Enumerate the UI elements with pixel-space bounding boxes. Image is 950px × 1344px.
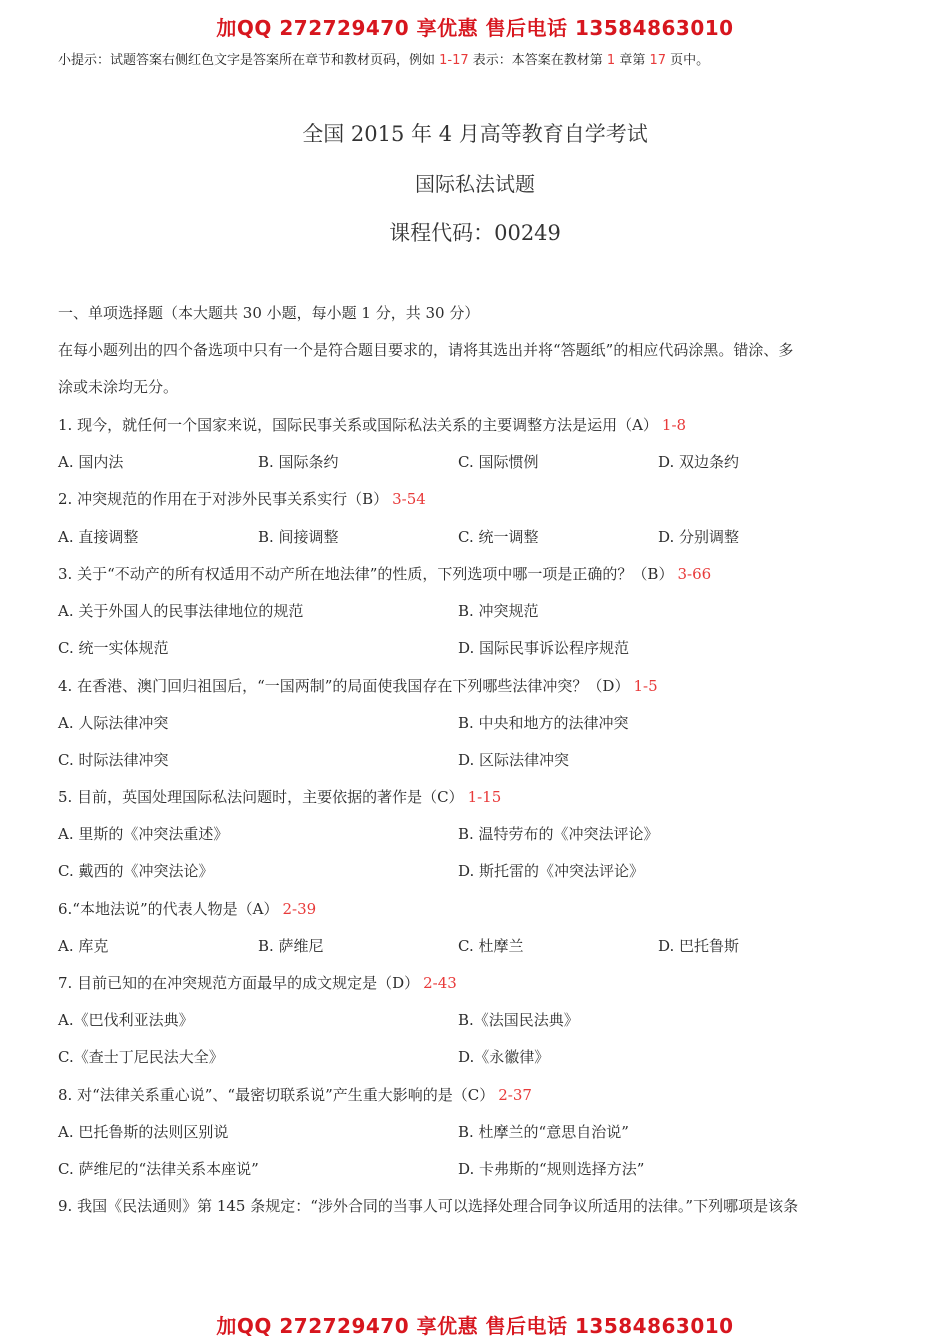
- hint-example: 1-17: [439, 53, 469, 68]
- instructions-line2: 涂或未涂均无分。: [58, 378, 179, 396]
- answer-ref: 2-43: [423, 974, 457, 992]
- option-d: D. 巴托鲁斯: [658, 937, 740, 955]
- question-3: [58, 563, 711, 584]
- option-b: B.《法国民法典》: [458, 1011, 579, 1029]
- ad-banner-top: 加QQ 272729470 享优惠 售后电话 13584863010: [216, 16, 734, 40]
- option-c: C. 杜摩兰: [458, 937, 524, 955]
- option-a: A. 里斯的《冲突法重述》: [58, 825, 229, 843]
- question-4: [58, 675, 658, 696]
- hint-page: 17: [649, 53, 667, 68]
- option-c: C. 戴西的《冲突法论》: [58, 862, 214, 880]
- answer-ref: 2-39: [282, 900, 317, 918]
- question-stem: 4. 在香港、澳门回归祖国后，“一国两制”的局面使我国存在下列哪些法律冲突？（D）: [58, 677, 630, 695]
- hint-mid2: 章第: [615, 53, 650, 68]
- option-b: B. 间接调整: [258, 528, 339, 546]
- option-a: A. 库克: [58, 937, 109, 955]
- option-c: C. 统一实体规范: [58, 639, 169, 657]
- option-d: D. 卡弗斯的“规则选择方法”: [458, 1160, 645, 1178]
- instructions-line1: 在每小题列出的四个备选项中只有一个是符合题目要求的，请将其选出并将“答题纸”的相应代码涂黑。错涂、多: [58, 341, 794, 359]
- option-b: B. 萨维尼: [258, 937, 324, 955]
- option-d: D. 斯托雷的《冲突法评论》: [458, 862, 645, 880]
- section-heading: 一、单项选择题（本大题共 30 小题，每小题 1 分，共 30 分）: [58, 304, 480, 322]
- option-d: D. 分别调整: [658, 528, 740, 546]
- question-stem: 3. 关于“不动产的所有权适用不动产所在地法律”的性质，下列选项中哪一项是正确的？（B）: [58, 565, 674, 583]
- question-2: [58, 488, 426, 509]
- answer-ref: 1-8: [661, 416, 687, 434]
- answer-ref: 3-66: [677, 565, 712, 583]
- answer-ref: 1-15: [467, 788, 502, 806]
- question-6: [58, 898, 316, 919]
- hint-middle: 表示：本答案在教材第: [468, 53, 607, 68]
- hint-line: [58, 49, 709, 68]
- exam-title: 全国 2015 年 4 月高等教育自学考试: [302, 122, 648, 146]
- subject-title: 国际私法试题: [415, 172, 535, 196]
- answer-ref: 2-37: [498, 1086, 532, 1104]
- ad-banner-bottom: 加QQ 272729470 享优惠 售后电话 13584863010: [216, 1314, 734, 1338]
- option-a: A. 国内法: [58, 453, 124, 471]
- question-stem: 6.“本地法说”的代表人物是（A）: [58, 900, 279, 918]
- question-stem: 5. 目前，英国处理国际私法问题时，主要依据的著作是（C）: [58, 788, 464, 806]
- question-stem: 8. 对“法律关系重心说”、“最密切联系说”产生重大影响的是（C）: [58, 1086, 495, 1104]
- option-d: D.《永徽律》: [458, 1048, 550, 1066]
- question-8: [58, 1084, 532, 1105]
- question-1: [58, 414, 686, 435]
- option-c: C. 国际惯例: [458, 453, 539, 471]
- option-b: B. 中央和地方的法律冲突: [458, 714, 629, 732]
- option-b: B. 温特劳布的《冲突法评论》: [458, 825, 659, 843]
- hint-chapter: 1: [606, 53, 616, 68]
- question-stem: 1. 现今，就任何一个国家来说，国际民事关系或国际私法关系的主要调整方法是运用（A）: [58, 416, 658, 434]
- option-c: C. 时际法律冲突: [58, 751, 169, 769]
- course-code: 课程代码：00249: [389, 221, 561, 245]
- option-d: D. 区际法律冲突: [458, 751, 570, 769]
- hint-prefix: 小提示：试题答案右侧红色文字是答案所在章节和教材页码，例如: [58, 53, 440, 68]
- option-a: A. 直接调整: [58, 528, 139, 546]
- answer-ref: 3-54: [392, 490, 426, 508]
- option-b: B. 国际条约: [258, 453, 339, 471]
- hint-suffix: 页中。: [666, 53, 710, 68]
- option-d: D. 双边条约: [658, 453, 740, 471]
- answer-ref: 1-5: [633, 677, 658, 695]
- option-b: B. 杜摩兰的“意思自治说”: [458, 1123, 629, 1141]
- option-c: C. 统一调整: [458, 528, 539, 546]
- option-a: A. 关于外国人的民事法律地位的规范: [58, 602, 304, 620]
- option-a: A. 人际法律冲突: [58, 714, 169, 732]
- question-stem: 2. 冲突规范的作用在于对涉外民事关系实行（B）: [58, 490, 389, 508]
- option-d: D. 国际民事诉讼程序规范: [458, 639, 630, 657]
- option-c: C. 萨维尼的“法律关系本座说”: [58, 1160, 259, 1178]
- question-5: [58, 786, 501, 807]
- question-7: [58, 972, 457, 993]
- question-9: 9. 我国《民法通则》第 145 条规定：“涉外合同的当事人可以选择处理合同争议所适用的法律。”下列哪项是该条: [58, 1197, 799, 1215]
- question-stem: 7. 目前已知的在冲突规范方面最早的成文规定是（D）: [58, 974, 420, 992]
- option-b: B. 冲突规范: [458, 602, 539, 620]
- option-c: C.《查士丁尼民法大全》: [58, 1048, 224, 1066]
- option-a: A.《巴伐利亚法典》: [58, 1011, 194, 1029]
- option-a: A. 巴托鲁斯的法则区别说: [58, 1123, 229, 1141]
